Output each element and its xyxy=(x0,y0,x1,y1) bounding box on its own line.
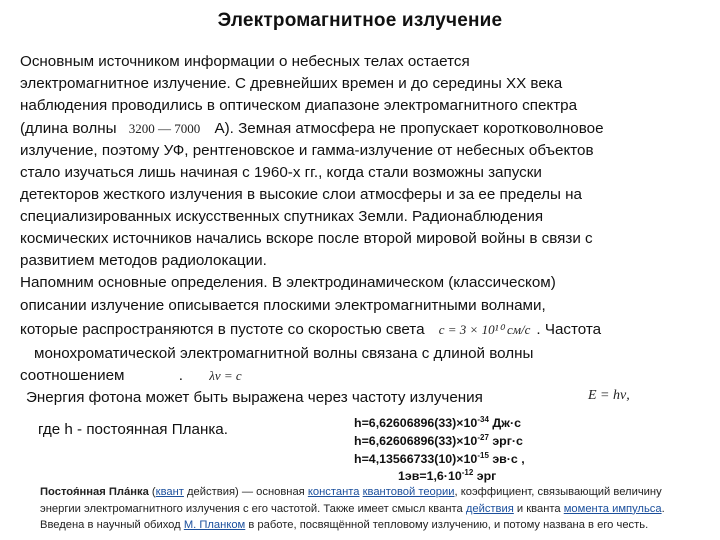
text-line: электромагнитное излучение. С древнейших времен и до середины XX века xyxy=(20,75,563,92)
link-quant[interactable]: квант xyxy=(155,486,184,498)
photon-energy-formula: E = hν, xyxy=(588,388,630,403)
text-line: стало изучаться лишь начиная с 1960-х гг., когда стали возможны запуски xyxy=(20,164,542,181)
frequency-relation-formula: λν = c xyxy=(209,368,242,383)
link-planck[interactable]: М. Планком xyxy=(183,519,246,531)
text-line: Энергия фотона может быть выражена через частоту излучения xyxy=(26,389,483,406)
text-fragment: А). Земная атмосфера не пропускает коротковолновое xyxy=(214,120,604,137)
link-action[interactable]: действия xyxy=(465,502,514,515)
text-fragment: . xyxy=(178,367,183,384)
text-line: специализированных искусственных спутниках Земли. Радионаблюдения xyxy=(20,208,544,225)
text-line: Напомним основные определения. В электродинамическом (классическом) xyxy=(20,274,556,291)
link-quantum-theory[interactable]: квантовой теории xyxy=(362,486,455,498)
text-fragment: которые распространяются в пустоте со скоростью света xyxy=(20,321,425,338)
text-fragment: соотношением xyxy=(20,367,125,384)
text-line xyxy=(20,320,601,340)
definition-paragraph: Постоя́нная Пла́нка (квант действия) — основная константа квантовой теории, коэффициент, связывающий величину энергии электромагнитного излучения с его частотой. Также имеет смысл кванта действия и кванта момента импульса. Введена в научный обиход М. Планком в работе, посвящённой тепловому излучению, и потому названа в его честь. xyxy=(40,486,665,531)
text-line: излучение, поэтому УФ, рентгеновское и гамма-излучение от небесных объектов xyxy=(20,142,594,159)
text-line: развитием методов радиолокации. xyxy=(20,252,267,269)
text-line: детекторов жесткого излучения в высокие слои атмосферы и за ее пределы на xyxy=(20,186,582,203)
text-line: наблюдения проводились в оптическом диапазоне электромагнитного спектра xyxy=(20,97,578,114)
text-fragment: (длина волны xyxy=(20,120,117,137)
link-momentum[interactable]: момента импульса xyxy=(563,502,662,515)
text-line: где h - постоянная Планка. xyxy=(38,421,228,438)
text-line: монохроматической электромагнитной волны связана с длиной волны xyxy=(34,345,534,362)
ev-to-erg: $1эв=1,6\cdot 10^{-12}$ эрг xyxy=(398,468,497,484)
text-line xyxy=(20,366,242,386)
text-line: космических источников начались вскоре после второй мировой войны в связи с xyxy=(20,230,593,247)
page-title: Электромагнитное излучение xyxy=(217,10,503,31)
text-fragment: . Частота xyxy=(536,321,602,338)
planck-constant-si: $h=6,62606896(33)\times 10^{-34}$ Дж·с xyxy=(354,415,521,431)
definition-term: Постоя́нная Пла́нка xyxy=(40,486,149,498)
planck-constant-ev: $h=4,13566733(10)\times 10^{-15}$ эв·с , xyxy=(354,451,525,467)
text-line: описании излучение описывается плоскими электромагнитными волнами, xyxy=(20,297,546,314)
light-speed-formula: c = 3 × 10¹⁰ см/с xyxy=(438,322,531,337)
link-constant[interactable]: константа xyxy=(307,486,360,498)
text-line: Основным источником информации о небесных телах остается xyxy=(20,53,470,70)
planck-constant-cgs: $h=6,62606896(33)\times 10^{-27}$ эрг·с xyxy=(354,433,523,449)
wavelength-formula: 3200 — 7000 xyxy=(128,121,201,136)
text-line xyxy=(20,119,604,139)
